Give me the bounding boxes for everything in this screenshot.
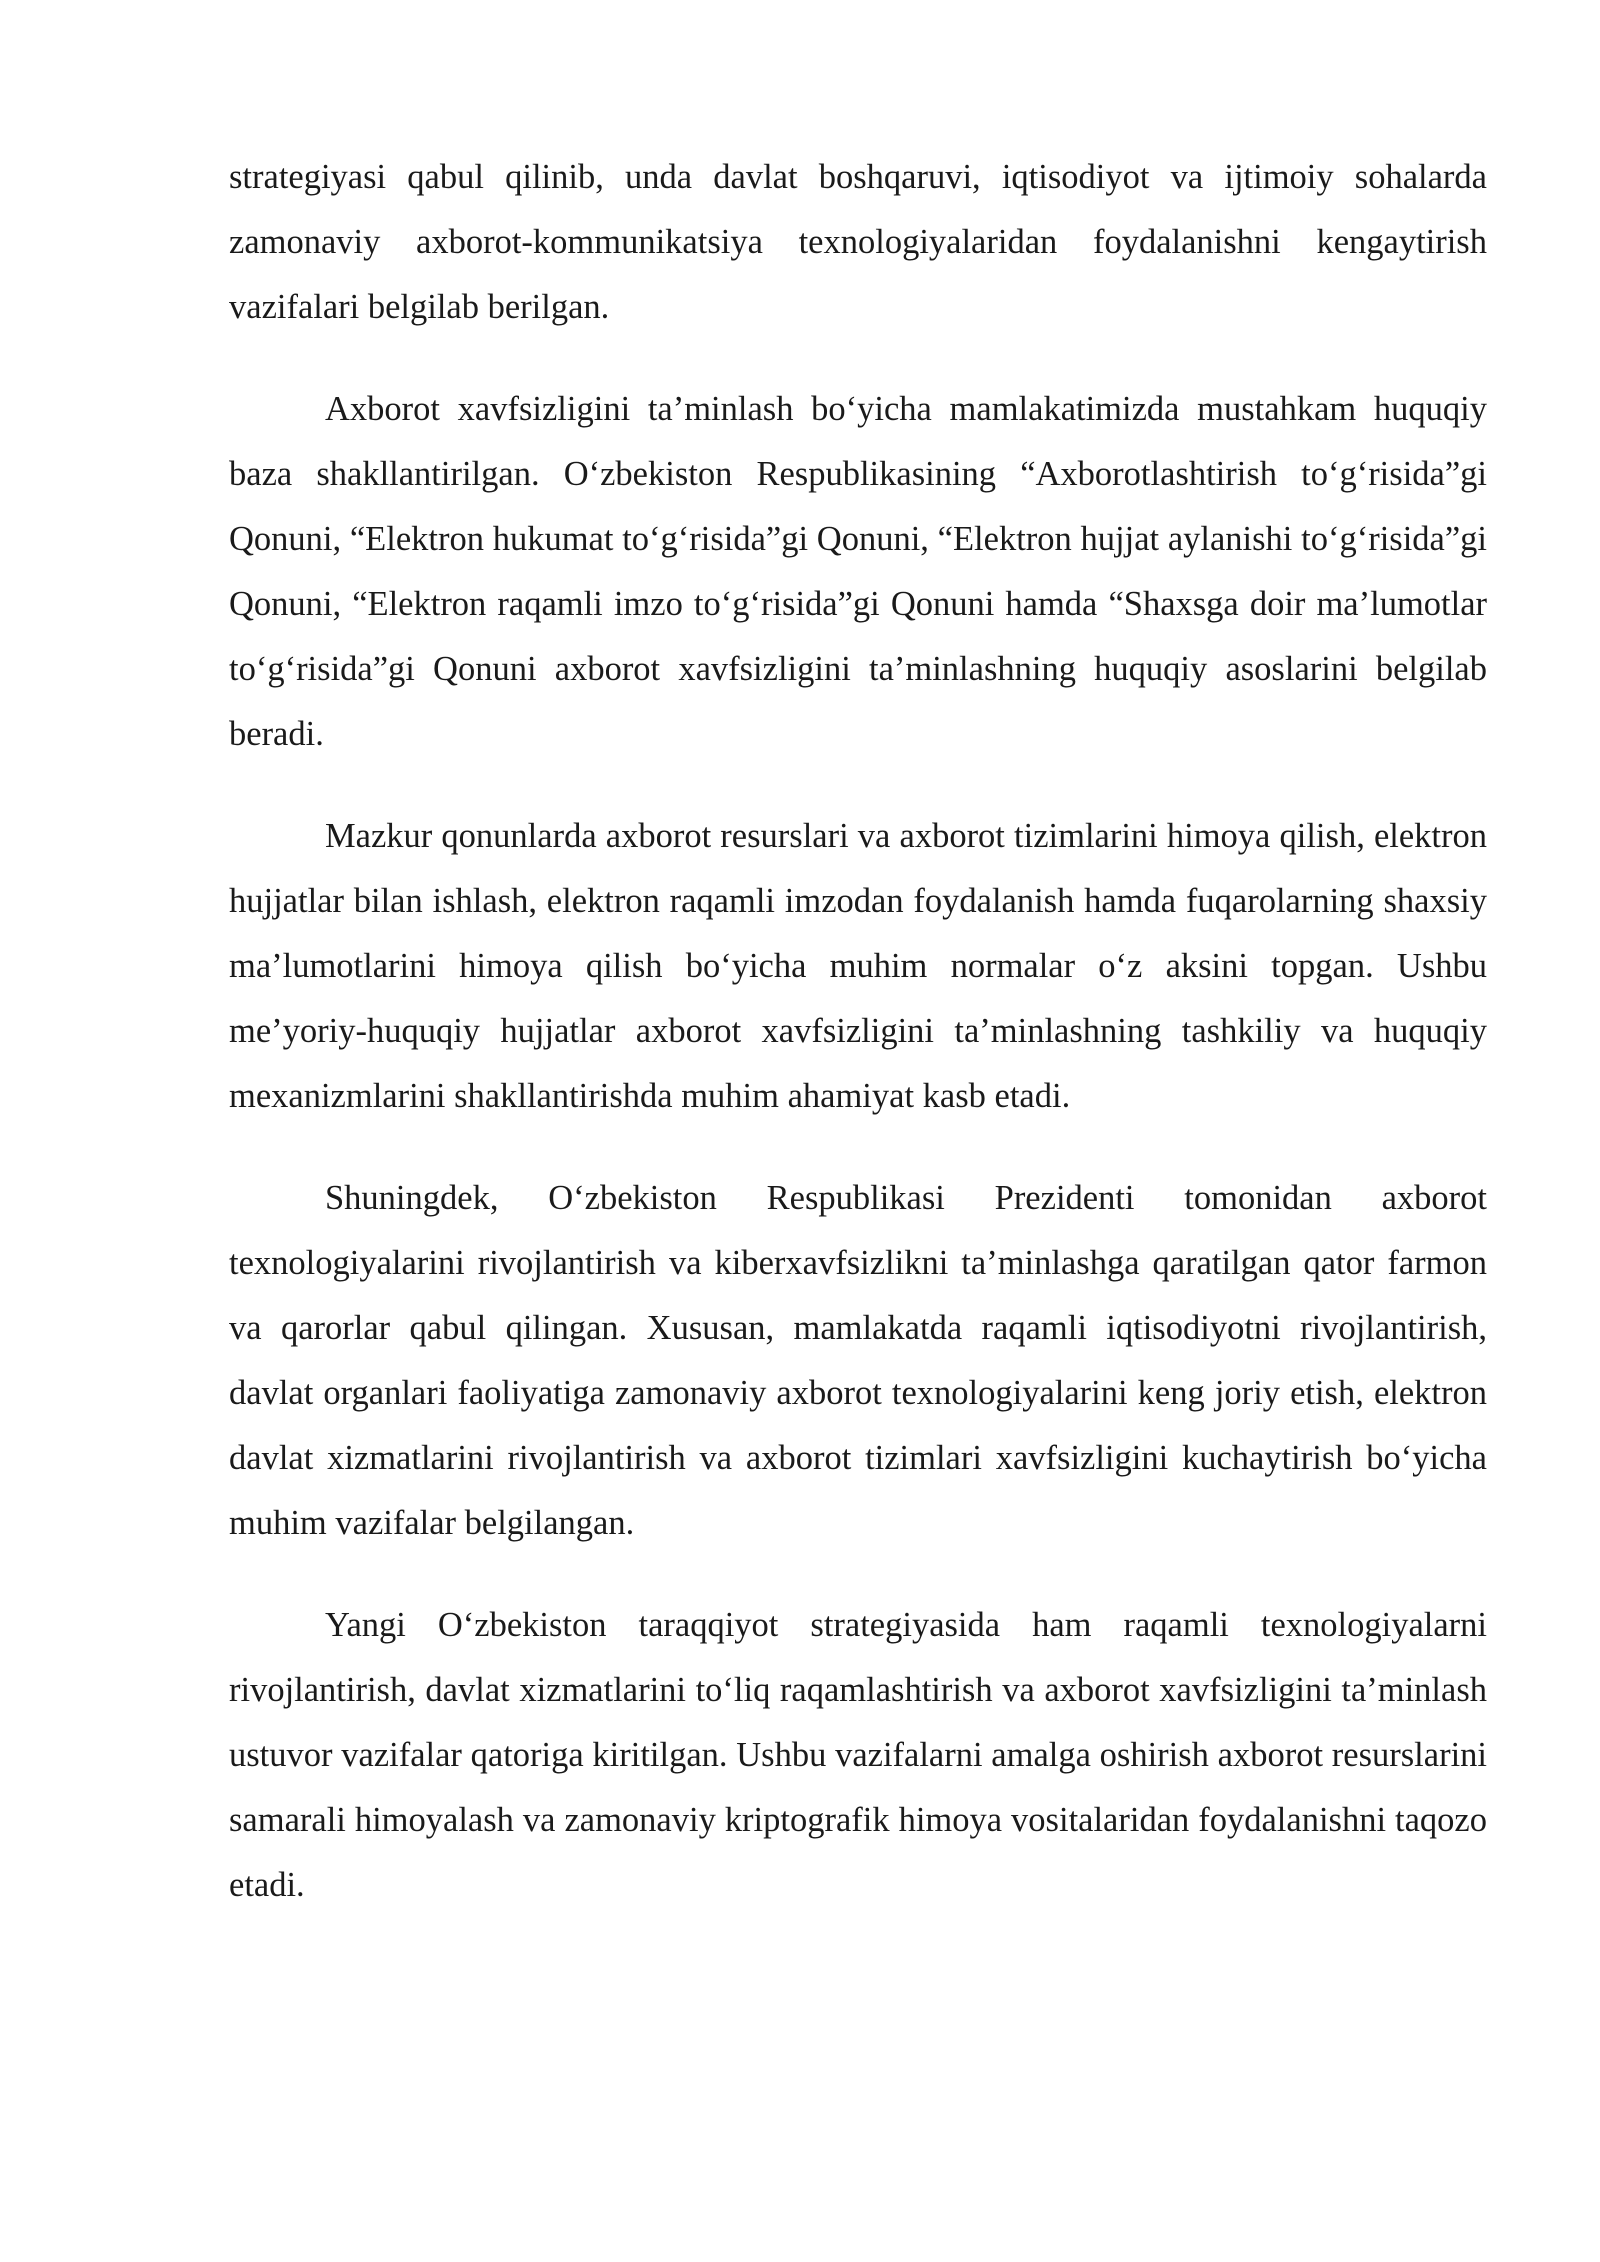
- paragraph-presidential-decrees: Shuningdek, O‘zbekiston Respublikasi Prezidenti tomonidan axborot texnologiyalarini rivojlantirish va kiberxavfsizlikni ta’minlashga qaratilgan qator farmon va qarorlar qabul qilingan. Xususan, mamlakatda raqamli iqtisodiyotni rivojlantirish, davlat organlari faoliyatiga zamonaviy axborot texnologiyalarini keng joriy etish, elektron davlat xizmatlarini rivojlantirish va axborot tizimlari xavfsizligini kuchaytirish bo‘yicha muhim vazifalar belgilangan.: [229, 1179, 1487, 1542]
- document-body: [229, 145, 1487, 1955]
- paragraph-laws-norms: Mazkur qonunlarda axborot resurslari va axborot tizimlarini himoya qilish, elektron hujjatlar bilan ishlash, elektron raqamli imzodan foydalanish hamda fuqarolarning shaxsiy ma’lumotlarini himoya qilish bo‘yicha muhim normalar o‘z aksini topgan. Ushbu me’yoriy-huquqiy hujjatlar axborot xavfsizligini ta’minlashning tashkiliy va huquqiy mexanizmlarini shakllantirishda muhim ahamiyat kasb etadi.: [229, 817, 1487, 1115]
- paragraph-development-strategy: Yangi O‘zbekiston taraqqiyot strategiyasida ham raqamli texnologiyalarni rivojlantirish, davlat xizmatlarini to‘liq raqamlashtirish va axborot xavfsizligini ta’minlash ustuvor vazifalar qatoriga kiritilgan. Ushbu vazifalarni amalga oshirish axborot resurslarini samarali himoyalash va zamonaviy kriptografik himoya vositalaridan foydalanishni taqozo etadi.: [229, 1606, 1487, 1904]
- paragraph-legal-framework: Axborot xavfsizligini ta’minlash bo‘yicha mamlakatimizda mustahkam huquqiy baza shakllantirilgan. O‘zbekiston Respublikasining “Axborotlashtirish to‘g‘risida”gi Qonuni, “Elektron hukumat to‘g‘risida”gi Qonuni, “Elektron hujjat aylanishi to‘g‘risida”gi Qonuni, “Elektron raqamli imzo to‘g‘risida”gi Qonuni hamda “Shaxsga doir ma’lumotlar to‘g‘risida”gi Qonuni axborot xavfsizligini ta’minlashning huquqiy asoslarini belgilab beradi.: [229, 390, 1487, 753]
- paragraph-continuation: strategiyasi qabul qilinib, unda davlat boshqaruvi, iqtisodiyot va ijtimoiy sohalarda zamonaviy axborot-kommunikatsiya texnologiyalaridan foydalanishni kengaytirish vazifalari belgilab berilgan.: [229, 158, 1487, 326]
